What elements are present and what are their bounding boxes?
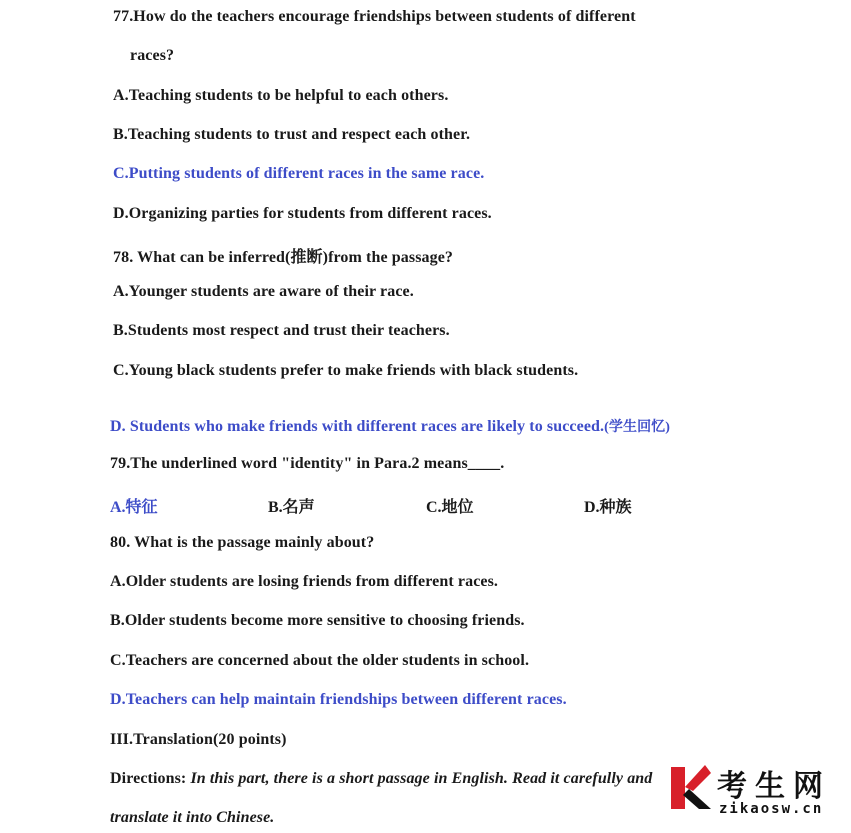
q77-question-line1: 77.How do the teachers encourage friendships between students of different (113, 8, 636, 25)
q80-option-d-answer: D.Teachers can help maintain friendships between different races. (110, 691, 567, 708)
directions-text1: In this part, there is a short passage in English. Read it carefully and (190, 770, 653, 787)
q78-option-d-note: (学生回忆) (604, 420, 671, 435)
watermark-title: 考生网 (717, 769, 831, 804)
q79-option-c: C.地位 (426, 499, 474, 516)
q77-option-d: D.Organizing parties for students from different races. (113, 205, 492, 222)
q78-option-a: A.Younger students are aware of their race. (113, 283, 414, 300)
q80-option-c: C.Teachers are concerned about the older students in school. (110, 652, 530, 669)
directions-line1 (110, 770, 652, 788)
q77-option-b: B.Teaching students to trust and respect each other. (113, 126, 471, 143)
q79-question: 79.The underlined word "identity" in Para.2 means____. (110, 455, 505, 472)
q77-question-line2: races? (130, 47, 175, 64)
q78-option-b: B.Students most respect and trust their teachers. (113, 322, 450, 339)
q79-option-d: D.种族 (584, 499, 632, 516)
q78-question: 78. What can be inferred(推断)from the passage? (113, 249, 454, 266)
site-watermark (665, 761, 841, 823)
k-logo-icon (665, 763, 713, 813)
q80-question: 80. What is the passage mainly about? (110, 534, 375, 551)
q78-option-c: C.Young black students prefer to make friends with black students. (113, 362, 579, 379)
q80-option-a: A.Older students are losing friends from different races. (110, 573, 499, 590)
q79-option-b: B.名声 (268, 499, 315, 516)
directions-label: Directions: (110, 770, 187, 787)
q78-option-d-text: D. Students who make friends with different races are likely to succeed. (110, 418, 605, 435)
section-heading: III.Translation(20 points) (110, 731, 287, 748)
q80-option-b: B.Older students become more sensitive to choosing friends. (110, 612, 525, 629)
q79-option-a-answer: A.特征 (110, 499, 158, 516)
q78-option-d-answer (110, 416, 670, 436)
watermark-url: zikaosw.cn (719, 801, 824, 817)
q77-option-a: A.Teaching students to be helpful to each others. (113, 87, 449, 104)
directions-line2: translate it into Chinese. (110, 809, 275, 826)
q77-option-c-answer: C.Putting students of different races in the same race. (113, 165, 485, 182)
